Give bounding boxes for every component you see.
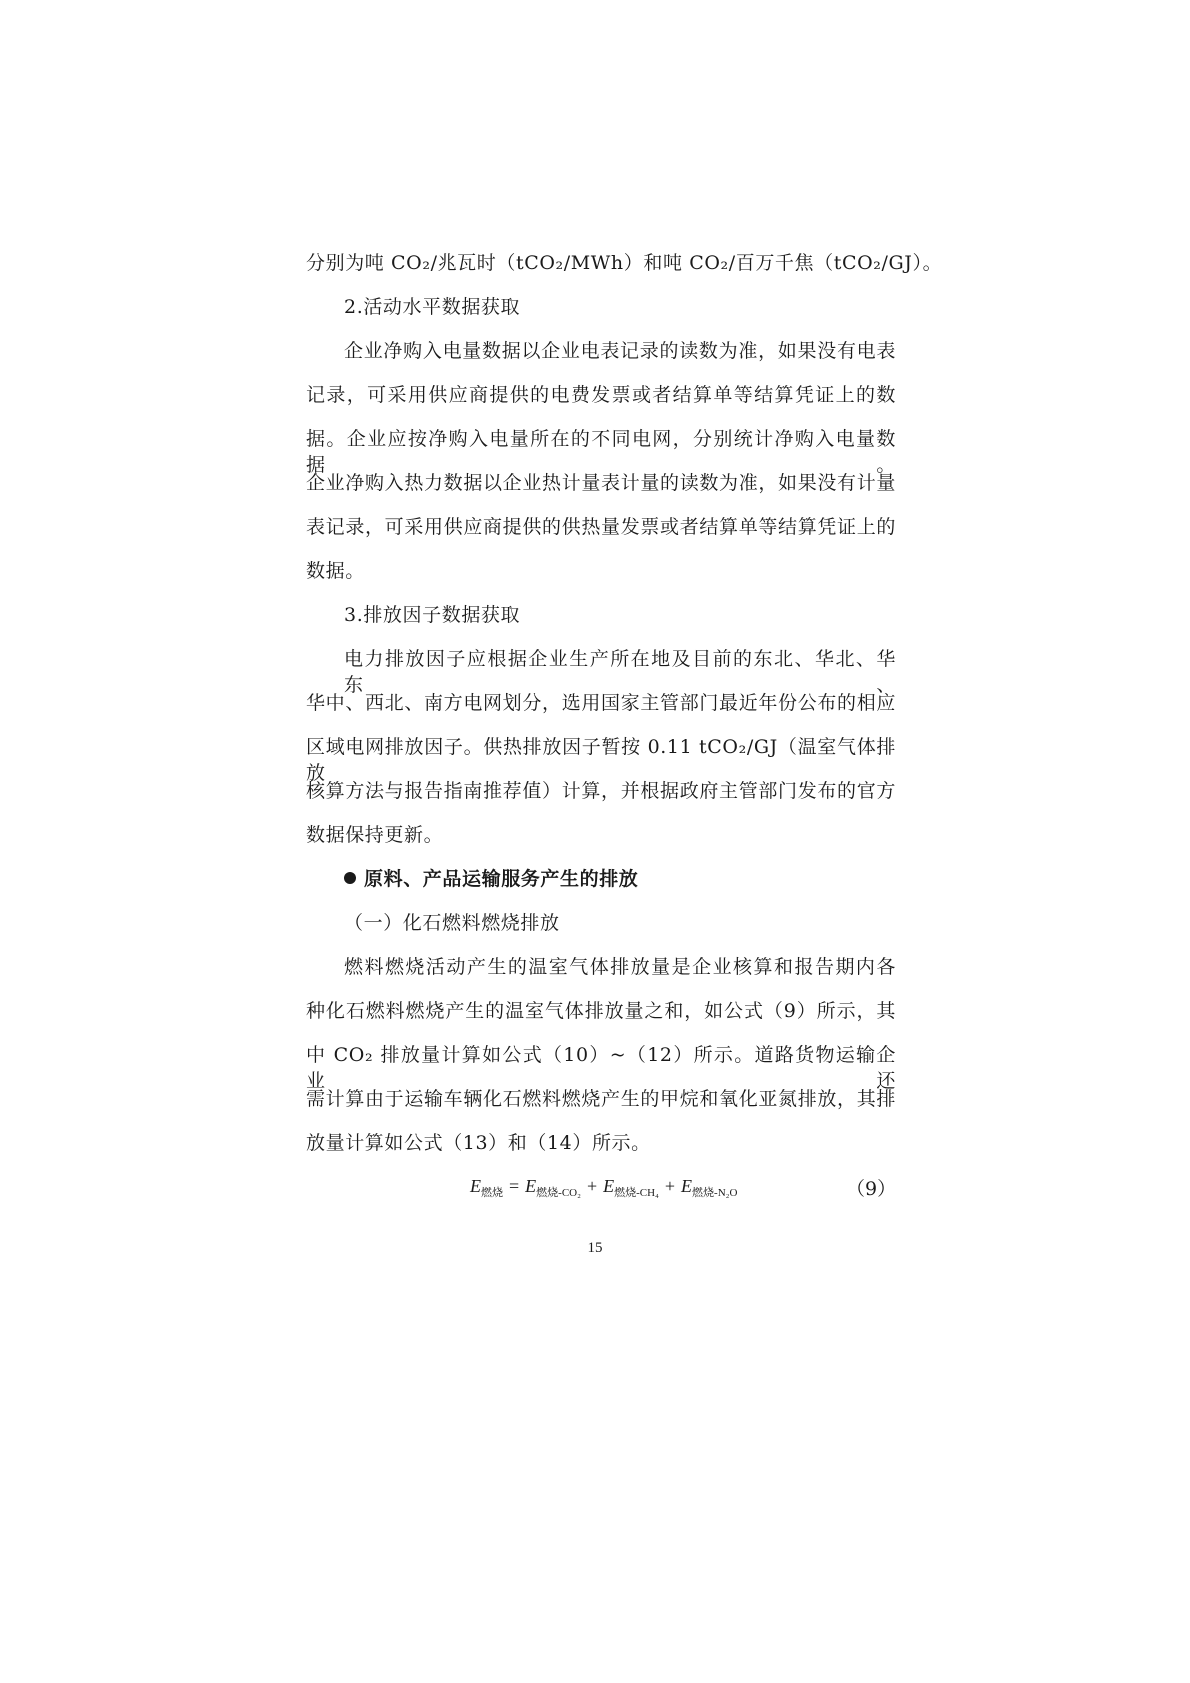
paragraph-line: 种化石燃料燃烧产生的温室气体排放量之和，如公式（9）所示，其 <box>306 1000 896 1022</box>
formula-symbol: E <box>525 1176 537 1196</box>
formula-operator: = <box>509 1176 520 1196</box>
formula-subscript: 燃烧-CH₄ <box>614 1187 659 1199</box>
paragraph-line: 电力排放因子应根据企业生产所在地及目前的东北、华北、华东、 <box>344 648 896 696</box>
section-heading-text: 原料、产品运输服务产生的排放 <box>364 868 639 890</box>
paragraph-line: 区域电网排放因子。供热排放因子暂按 0.11 tCO₂/GJ（温室气体排放 <box>306 736 896 784</box>
paragraph-line: 数据。 <box>306 560 365 582</box>
paragraph-line: 需计算由于运输车辆化石燃料燃烧产生的甲烷和氧化亚氮排放，其排 <box>306 1088 896 1110</box>
paragraph-line: 放量计算如公式（13）和（14）所示。 <box>306 1132 651 1154</box>
paragraph-line: 表记录，可采用供应商提供的供热量发票或者结算单等结算凭证上的 <box>306 516 896 538</box>
subsection-heading: （一）化石燃料燃烧排放 <box>344 912 560 934</box>
paragraph-line: 核算方法与报告指南推荐值）计算，并根据政府主管部门发布的官方 <box>306 780 896 802</box>
formula-9 <box>470 1176 737 1200</box>
formula-symbol: E <box>470 1176 481 1196</box>
page-number: 15 <box>587 1240 603 1256</box>
formula-subscript: 燃烧-CO₂ <box>536 1187 581 1199</box>
formula-subscript: 燃烧 <box>481 1187 503 1199</box>
paragraph-line: 记录，可采用供应商提供的电费发票或者结算单等结算凭证上的数 <box>306 384 896 406</box>
formula-operator: + <box>664 1176 676 1196</box>
paragraph-line: 数据保持更新。 <box>306 824 444 846</box>
paragraph-line: 企业净购入电量数据以企业电表记录的读数为准，如果没有电表 <box>344 340 896 362</box>
paragraph-line: 据。企业应按净购入电量所在的不同电网，分别统计净购入电量数据。 <box>306 428 896 476</box>
formula-symbol: E <box>603 1176 615 1196</box>
paragraph-line: 中 CO₂ 排放量计算如公式（10）~（12）所示。道路货物运输企业还 <box>306 1044 896 1092</box>
formula-operator: + <box>586 1176 598 1196</box>
subheading-emission-factor: 3.排放因子数据获取 <box>344 604 521 626</box>
section-heading <box>344 866 934 892</box>
paragraph-line: 分别为吨 CO₂/兆瓦时（tCO₂/MWh）和吨 CO₂/百万千焦（tCO₂/GJ）。 <box>306 252 943 274</box>
subheading-activity-data: 2.活动水平数据获取 <box>344 296 521 318</box>
paragraph-line: 企业净购入热力数据以企业热计量表计量的读数为准，如果没有计量 <box>306 472 896 494</box>
paragraph-line: 华中、西北、南方电网划分，选用国家主管部门最近年份公布的相应 <box>306 692 896 714</box>
formula-symbol: E <box>681 1176 693 1196</box>
paragraph-line: 燃料燃烧活动产生的温室气体排放量是企业核算和报告期内各 <box>344 956 896 978</box>
formula-subscript: 燃烧-N₂O <box>692 1187 738 1199</box>
equation-number: （9） <box>846 1178 897 1200</box>
bullet-icon <box>344 872 356 884</box>
